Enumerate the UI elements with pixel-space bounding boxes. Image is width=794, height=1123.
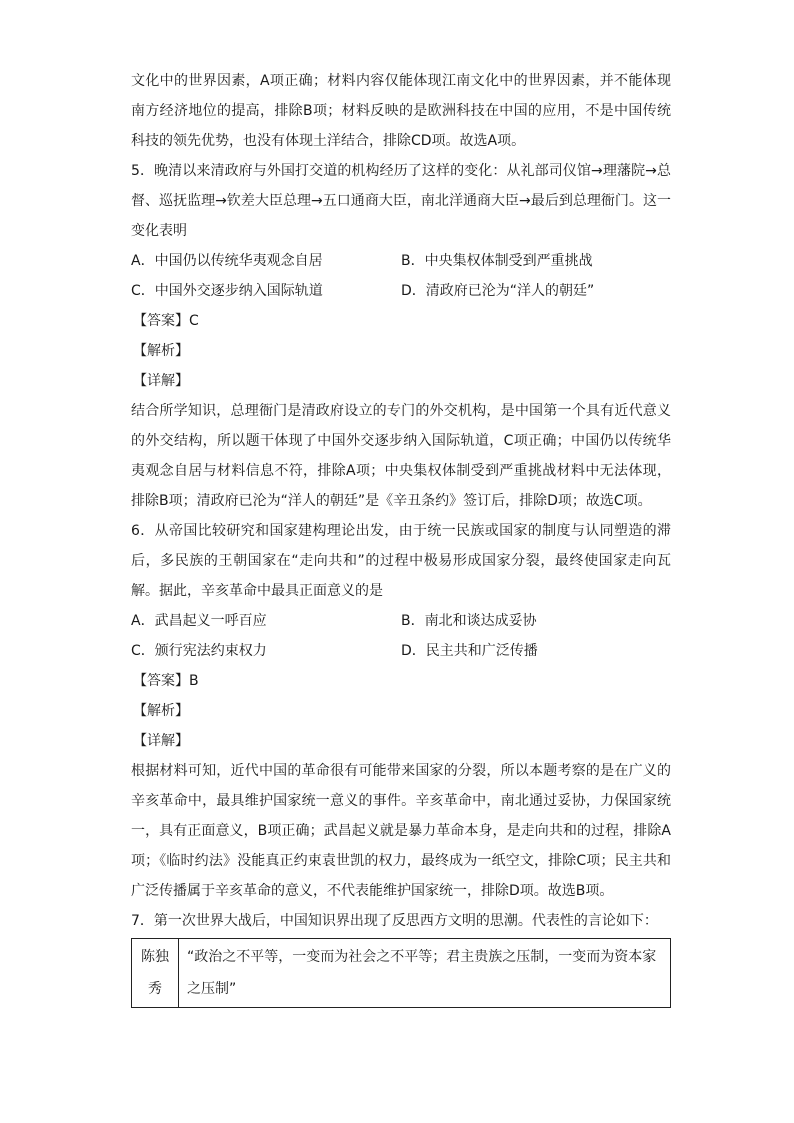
question-7-stem: 7．第一次世界大战后，中国知识界出现了反思西方文明的思潮。代表性的言论如下： — [131, 913, 658, 929]
quote-author: 陈独秀 — [132, 939, 179, 1008]
question-6-options-row-1 — [131, 606, 671, 636]
document-content — [131, 66, 671, 1008]
question-6-explanation: 根据材料可知，近代中国的革命很有可能带来国家的分裂，所以本题考察的是在广义的辛亥革命中，最具维护国家统一意义的事件。辛亥革命中，南北通过妥协，力保国家统一，具有正面意义，B项正确；武昌起义就是暴力革命本身，是走向共和的过程，排除A项；《临时约法》没能真正约束袁世凯的权力，最终成为一纸空文，排除C项；民主共和广泛传播属于辛亥革命的意义，不代表能维护国家统一，排除D项。故选B项。 — [131, 763, 671, 899]
question-5-option-d: D．清政府已沦为“洋人的朝廷” — [401, 283, 595, 299]
question-5-stem: 5．晚清以来清政府与外国打交道的机构经历了这样的变化：从礼部司仪馆→理藩院→总督、巡抚监理→钦差大臣总理→五口通商大臣，南北洋通商大臣→最后到总理衙门。这一变化表明 — [131, 163, 671, 239]
question-6-option-c: C．颁行宪法约束权力 — [131, 643, 267, 659]
question-6-option-a: A．武昌起义一呼百应 — [131, 613, 267, 629]
question-5-answer: 【答案】C — [133, 313, 199, 329]
question-6-stem: 6．从帝国比较研究和国家建构理论出发，由于统一民族或国家的制度与认同塑造的滞后，多民族的王朝国家在“走向共和”的过程中极易形成国家分裂，最终使国家走向瓦解。据此，辛亥革命中最具正面意义的是 — [131, 523, 671, 599]
intro-paragraph: 文化中的世界因素，A项正确；材料内容仅能体现江南文化中的世界因素，并不能体现南方经济地位的提高，排除B项；材料反映的是欧洲科技在中国的应用，不是中国传统科技的领先优势，也没有体现土洋结合，排除CD项。故选A项。 — [131, 73, 671, 149]
quote-text: “政治之不平等，一变而为社会之不平等；君主贵族之压制，一变而为资本家之压制” — [179, 939, 671, 1008]
question-5-option-c: C．中国外交逐步纳入国际轨道 — [131, 283, 323, 299]
question-5-option-a: A．中国仍以传统华夷观念自居 — [131, 253, 323, 269]
question-6-options-row-2 — [131, 636, 671, 666]
question-6-answer: 【答案】B — [133, 673, 199, 689]
question-5-options-row-2 — [131, 276, 671, 306]
question-6-option-b: B．南北和谈达成妥协 — [401, 613, 537, 629]
question-6-analysis-label: 【解析】 — [133, 703, 189, 719]
question-5-detail-label: 【详解】 — [133, 373, 189, 389]
question-5-explanation: 结合所学知识，总理衙门是清政府设立的专门的外交机构，是中国第一个具有近代意义的外交结构，所以题干体现了中国外交逐步纳入国际轨道，C项正确；中国仍以传统华夷观念自居与材料信息不符，排除A项；中央集权体制受到严重挑战材料中无法体现，排除B项；清政府已沦为“洋人的朝廷”是《辛丑条约》签订后，排除D项；故选C项。 — [131, 403, 671, 509]
question-6-option-d: D．民主共和广泛传播 — [401, 643, 538, 659]
question-5-analysis-label: 【解析】 — [133, 343, 189, 359]
question-7-quote-table — [131, 938, 671, 1008]
table-row — [132, 939, 671, 1008]
question-5-options-row-1 — [131, 246, 671, 276]
question-5-option-b: B．中央集权体制受到严重挑战 — [401, 253, 593, 269]
question-6-detail-label: 【详解】 — [133, 733, 189, 749]
